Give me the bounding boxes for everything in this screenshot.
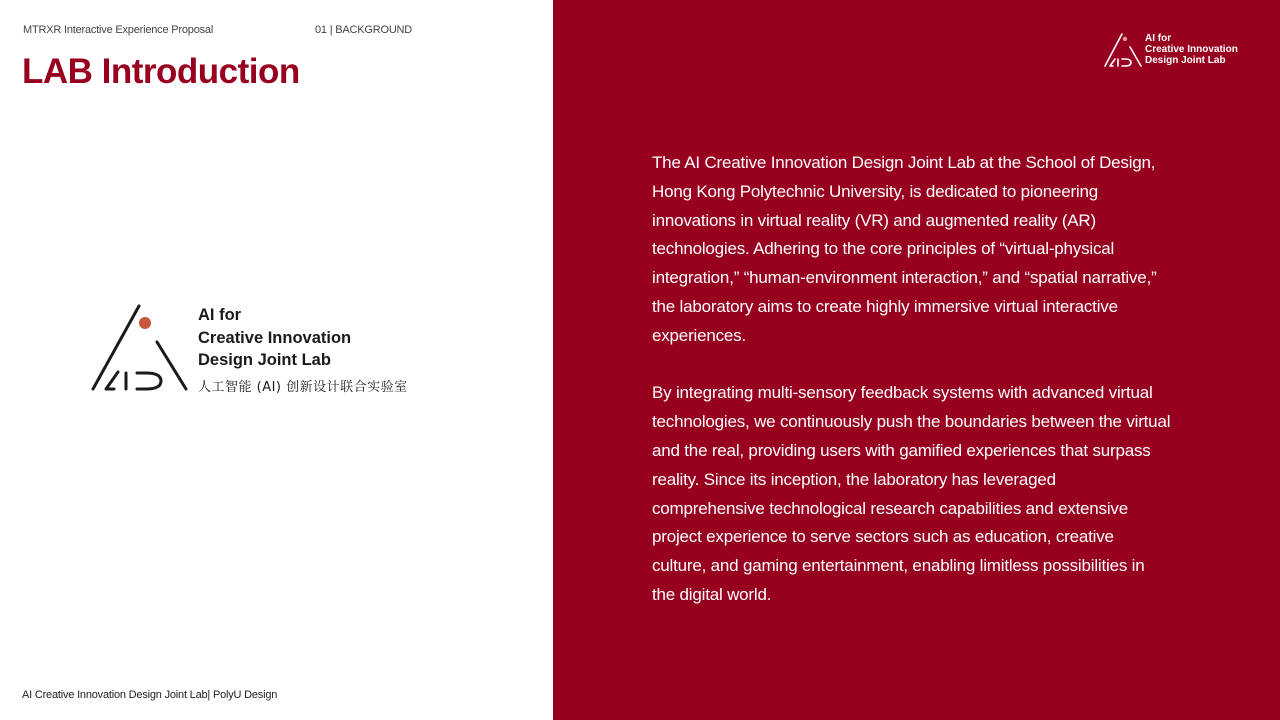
logo-line-1: AI for: [198, 306, 242, 324]
corner-logo-line-3: Design Joint Lab: [1145, 55, 1226, 66]
right-panel: [553, 0, 1280, 720]
header-section: 01 | BACKGROUND: [315, 24, 413, 36]
left-panel: [0, 0, 553, 720]
accent-dot-icon: [139, 317, 151, 329]
corner-logo-line-2: Creative Innovation: [1145, 44, 1238, 55]
intro-paragraph-1: The AI Creative Innovation Design Joint Lab at the School of Design, Hong Kong Polytechnic University, is dedicated to pioneering innovations in virtual reality (VR) and augmented reality (AR) technologies. Adhering to the core principles of “virtual-physical integration,” “human-environment interaction,” and “spatial narrative,” the laboratory aims to create highly immersive virtual interactive experiences.: [652, 153, 1157, 345]
accent-dot-icon: [1123, 37, 1127, 41]
aicid-lab-logo-icon: [1103, 30, 1143, 68]
lab-logo: [88, 300, 418, 400]
aicid-lab-logo-icon: [88, 300, 192, 396]
intro-body: [652, 149, 1172, 610]
logo-line-2: Creative Innovation: [198, 329, 352, 347]
corner-logo-line-1: AI for: [1145, 33, 1172, 44]
corner-logo: [1103, 30, 1253, 70]
logo-chinese-name: 人工智能 (AI) 创新设计联合实验室: [198, 380, 408, 395]
intro-paragraph-2: By integrating multi-sensory feedback systems with advanced virtual technologies, we continuously push the boundaries between the virtual and the real, providing users with gamified experiences that surpass reality. Since its inception, the laboratory has leveraged comprehensive technological research capabilities and extensive project experience to serve sectors such as education, creative culture, and gaming entertainment, enabling limitless possibilities in the digital world.: [652, 383, 1171, 604]
logo-line-3: Design Joint Lab: [198, 351, 331, 369]
page-title: LAB Introduction: [22, 52, 300, 91]
footer-text: AI Creative Innovation Design Joint Lab| PolyU Design: [22, 689, 278, 701]
header-project: MTRXR Interactive Experience Proposal: [23, 24, 214, 36]
